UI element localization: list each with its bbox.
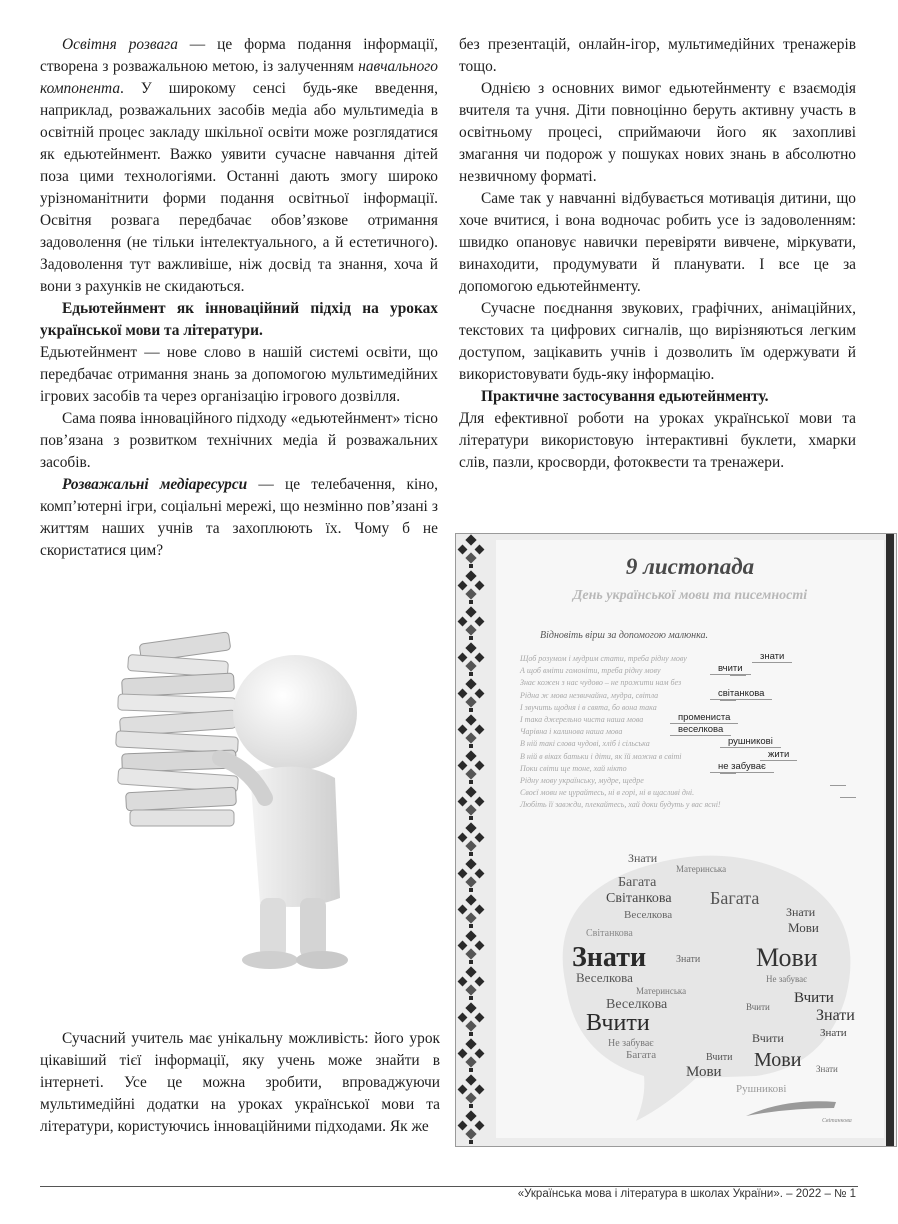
- poem-line: А щоб вміти гомоніти, треба рідну мову вчити: [520, 666, 870, 678]
- cloud-word: Не забуває: [608, 1038, 654, 1049]
- answer-blank: [830, 785, 846, 786]
- answer-blank: знати: [752, 651, 792, 663]
- embroidery-ornament: [456, 534, 486, 1146]
- cloud-word: Багата: [710, 888, 760, 908]
- worksheet-instruction: Відновіть вірш за допомогою малюнка.: [540, 630, 709, 641]
- poem-line: І звучить щодня і в свята, бо вона така: [520, 703, 870, 715]
- paragraph-tools: Для ефективної роботи на уроках української мови та літератури використовую інтерактивні буклети, хмарки слів, пазли, кросворди, фотоквести та тренажери.: [459, 410, 856, 471]
- cloud-word: Знати: [816, 1007, 855, 1024]
- poem-line: Чарівна і калинова наша мова веселкова: [520, 727, 870, 739]
- section-heading-practical: Практичне застосування едьютейнменту.: [481, 388, 769, 405]
- poem-line: В ній в віках батьки і діти, як їй можна в світі жити: [520, 752, 870, 764]
- poem-line: Щоб розумом і мудрим стати, треба рідну мову знати: [520, 654, 870, 666]
- cloud-word: Веселкова: [606, 997, 668, 1012]
- paragraph-new-word: Едьютейнмент — нове слово в нашій системі освіти, що передбачає отримання знань за допомогою мультимедійних ігрових засобів та через організацію ігрового дозвілля.: [40, 344, 438, 405]
- figure-with-books-illustration: [100, 608, 400, 988]
- left-column: [40, 34, 438, 562]
- term-media-resources: Розважальні медіаресурси: [62, 476, 248, 493]
- answer-blank: [720, 700, 736, 701]
- answer-blank: рушникові: [720, 736, 781, 748]
- answer-blank: промениста: [670, 712, 738, 724]
- cloud-word: Знати: [572, 942, 647, 973]
- paragraph-interaction: Однією з основних вимог едьютейнменту є взаємодія вчителя та учня. Діти повноцінно беруть активну участь в освітньому процесі, сприймаючи його як захопливі змагання чи подорож у пошуках нових знань в абсолютно незвичному форматі.: [459, 80, 856, 185]
- cloud-word: Рушникові: [736, 1083, 787, 1095]
- paragraph-motivation: Саме так у навчанні відбувається мотивація дитини, що хоче вчитися, і вона водночас робить усе із задоволенням: швидко опановує навички перевіряти вивчене, міркувати, винаходити, продумувати й планувати. І все це за допомогою едьютейнменту.: [459, 190, 856, 295]
- book-stack: [116, 632, 239, 826]
- cloud-word: Мови: [754, 1049, 802, 1071]
- answer-blank: [730, 675, 746, 676]
- right-column: [459, 34, 856, 474]
- cloud-word: Мови: [756, 943, 818, 972]
- poem-line: В ній такі слова чудові, хліб і сільська рушникові: [520, 739, 870, 751]
- cloud-word: Материнська: [676, 864, 727, 874]
- answer-blank: жити: [760, 749, 797, 761]
- cloud-word: Знати: [816, 1064, 838, 1074]
- poem-line: І така джерельно чиста наша мова промениста: [520, 715, 870, 727]
- paragraph-modern-teacher: Сучасний учитель має унікальну можливість: його урок цікавіший тієї інформації, яку учень може знайти в інтернеті. Усе це можна зробити, впроваджуючи мультимедійні додатки на уроках української мови та літератури, користуючись інноваційними підходами. Як же: [40, 1030, 440, 1135]
- worksheet-title: 9 листопада: [625, 554, 755, 579]
- word-cloud: [526, 836, 866, 1126]
- paragraph-edutainment-definition: Освітня розвага — це форма подання інформації, створена з розважальною метою, із залученням навчального компонента. У широкому сенсі будь-яке введення, наприклад, розважальних засобів медіа або мультимедіа в освітній процес закладу шкільної освіти може розглядатися як едьютейнмент. Важко уявити сучасне навчання дітей поза цими технологіями. Останні дають змогу широко урізноманітнити форми подання освітньої інформації. Освітня розвага передбачає обов’язкове отримання задоволення (не тільки інтелектуального, а й естетичного). Задоволення тут важливіше, ніж досвід та знання, хоча й вони з рахунків не скидаються.: [40, 36, 438, 295]
- cloud-word: Вчити: [706, 1052, 733, 1063]
- cloud-word: Багата: [626, 1049, 657, 1061]
- poem-line: Любіть її завжди, плекайтесь, хай доки будуть у вас ясні!: [520, 800, 870, 812]
- cloud-word: Мови: [686, 1064, 722, 1080]
- poem-line: Своєї мови не цурайтесь, ні в горі, ні в щасливі дні.: [520, 788, 870, 800]
- worksheet-image: [455, 533, 897, 1147]
- answer-blank: світанкова: [710, 688, 772, 700]
- cloud-word: Веселкова: [576, 970, 633, 985]
- cloud-word: Веселкова: [624, 909, 673, 921]
- paragraph-approach-origin: Сама поява інноваційного підходу «едьютейнмент» тісно пов’язана з розвитком технічних медіа й розважальних засобів.: [40, 410, 438, 471]
- answer-blank: [840, 797, 856, 798]
- cloud-word: Знати: [676, 954, 701, 965]
- cloud-word: Не забуває: [766, 974, 808, 984]
- cloud-word: Вчити: [794, 990, 834, 1006]
- cloud-word: Світанкова: [586, 928, 633, 939]
- worksheet-right-border: [886, 534, 894, 1146]
- answer-blank: веселкова: [670, 724, 731, 736]
- term-osvitnia-rozvaga: Освітня розвага: [62, 36, 178, 53]
- worksheet-signature: Світанкова: [822, 1118, 852, 1124]
- left-bottom-column: [40, 1028, 440, 1138]
- cloud-word: Материнська: [636, 986, 687, 996]
- cloud-word: Знати: [820, 1027, 847, 1039]
- cloud-word: Вчити: [752, 1031, 784, 1045]
- answer-blank: вчити: [710, 663, 751, 675]
- answer-blank: не забуває: [710, 761, 774, 773]
- cloud-word: Вчити: [586, 1010, 650, 1036]
- poem-lines: [520, 651, 870, 812]
- poem-line: Рідна ж мова незвичайна, мудра, світла світанкова: [520, 691, 870, 703]
- cloud-word: Мови: [788, 920, 819, 935]
- poem-line: Рідну мову українську, мудре, щедре: [520, 776, 870, 788]
- worksheet-page: [496, 540, 884, 1138]
- paragraph-media-resources: Розважальні медіаресурси — це телебачення, кіно, комп’ютерні ігри, соціальні мережі, що незмінно пов’язані з життям наших учнів та захоплюють їх. Чому б не скористатися цим?: [40, 476, 439, 559]
- cloud-word: Знати: [786, 905, 816, 919]
- answer-blank: [720, 773, 736, 774]
- paragraph-continuation: без презентацій, онлайн-ігор, мультимедійних тренажерів тощо.: [459, 36, 856, 75]
- footer-divider: [40, 1186, 858, 1187]
- cloud-word: Багата: [618, 875, 657, 890]
- page-footer: «Українська мова і література в школах України». – 2022 – № 1: [517, 1188, 856, 1200]
- poem-line: Знає кожен з нас чудово – не прожити нам без: [520, 678, 870, 690]
- cloud-word: Вчити: [746, 1002, 770, 1012]
- worksheet-subtitle: День української мови та писемності: [572, 588, 808, 603]
- cloud-word: Світанкова: [606, 891, 672, 906]
- poem-line: Поки світи ще тоне, хай нікто не забуває: [520, 764, 870, 776]
- cloud-word: Знати: [628, 851, 658, 865]
- figure-head: [233, 655, 357, 771]
- section-heading-innovative-approach: Едьютейнмент як інноваційний підхід на уроках української мови та літератури.: [40, 300, 438, 339]
- paragraph-signals: Сучасне поєднання звукових, графічних, анімаційних, текстових та цифрових сигналів, що вирізняються легким доступом, зацікавить учнів і дозволить їм одержувати й використовувати будь-яку інформацію.: [459, 300, 856, 383]
